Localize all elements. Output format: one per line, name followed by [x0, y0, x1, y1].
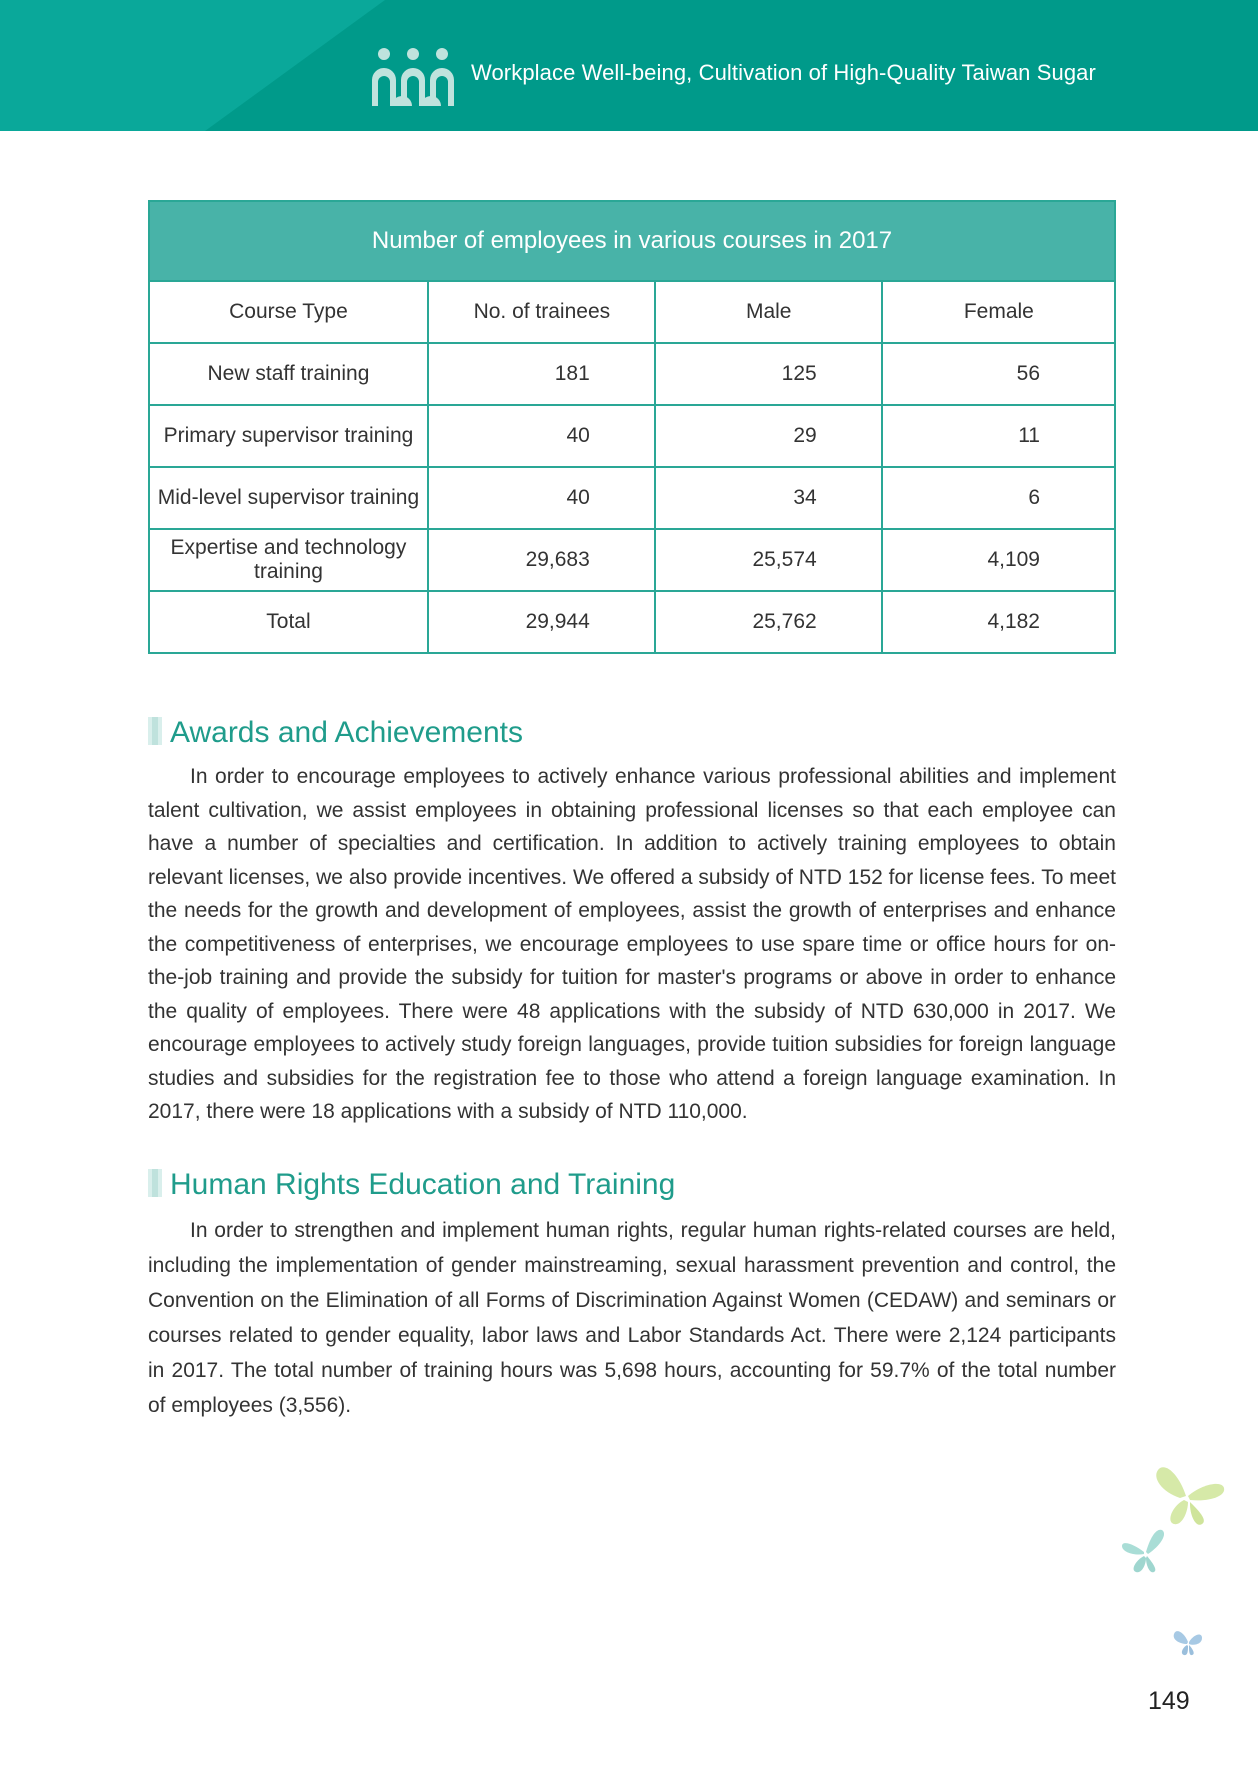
page-header — [0, 0, 1258, 131]
section-body-human-rights: In order to strengthen and implement human rights, regular human rights-related courses are held, including the implementation of gender mainstreaming, sexual harassment prevention and control, the Convention on the Elimination of all Forms of Discrimination Against Women (CEDAW) and seminars or courses related to gender equality, labor laws and Labor Standards Act. There were 2,124 participants in 2017. The total number of training hours was 5,698 hours, accounting for 59.7% of the total number of employees (3,556). — [148, 1219, 1116, 1417]
table-caption: Number of employees in various courses in 2017 — [149, 201, 1115, 281]
butterfly-icon-small — [1172, 1628, 1204, 1656]
table-caption-row — [149, 201, 1115, 281]
trainees-cell: 29,683 — [428, 529, 655, 591]
table-row — [149, 529, 1115, 591]
section-heading-awards — [148, 716, 523, 750]
female-cell: 6 — [882, 467, 1115, 529]
table-row — [149, 467, 1115, 529]
butterfly-icon-large — [1150, 1462, 1226, 1528]
course-type-cell: Total — [149, 591, 428, 653]
female-cell: 4,109 — [882, 529, 1115, 591]
male-cell: 25,574 — [655, 529, 882, 591]
trainees-cell: 40 — [428, 405, 655, 467]
table-row — [149, 343, 1115, 405]
female-cell: 4,182 — [882, 591, 1115, 653]
female-cell: 56 — [882, 343, 1115, 405]
trainees-cell: 181 — [428, 343, 655, 405]
column-header-trainees: No. of trainees — [428, 281, 655, 343]
male-cell: 29 — [655, 405, 882, 467]
section-body-awards: In order to encourage employees to actively enhance various professional abilities and implement talent cultivation, we assist employees in obtaining professional licenses so that each employee can have a number of specialties and certification. In addition to actively training employees to obtain relevant licenses, we also provide incentives. We offered a subsidy of NTD 152 for license fees. To meet the needs for the growth and development of employees, assist the growth of enterprises and enhance the competitiveness of enterprises, we encourage employees to use spare time or office hours for on-the-job training and provide the subsidy for tuition for master's programs or above in order to enhance the quality of employees. There were 48 applications with the subsidy of NTD 630,000 in 2017. We encourage employees to actively study foreign languages, provide tuition subsidies for foreign language studies and subsidies for the registration fee to those who attend a foreign language examination. In 2017, there were 18 applications with a subsidy of NTD 110,000. — [148, 765, 1116, 1123]
table-row — [149, 405, 1115, 467]
section-heading-human-rights — [148, 1168, 675, 1202]
table-row-total — [149, 591, 1115, 653]
section-heading-text: Human Rights Education and Training — [170, 1168, 676, 1201]
trainees-cell: 40 — [428, 467, 655, 529]
male-cell: 125 — [655, 343, 882, 405]
course-type-cell: Expertise and technology training — [149, 529, 428, 591]
course-type-cell: Primary supervisor training — [149, 405, 428, 467]
header-title: Workplace Well-being, Cultivation of High-Quality Taiwan Sugar — [471, 60, 1096, 85]
female-cell: 11 — [882, 405, 1115, 467]
courses-table — [148, 200, 1116, 654]
course-type-cell: New staff training — [149, 343, 428, 405]
trainees-cell: 29,944 — [428, 591, 655, 653]
course-type-cell: Mid-level supervisor training — [149, 467, 428, 529]
male-cell: 34 — [655, 467, 882, 529]
page-number: 149 — [1148, 1687, 1190, 1715]
column-header-male: Male — [655, 281, 882, 343]
column-header-female: Female — [882, 281, 1115, 343]
butterfly-icon-medium — [1120, 1526, 1170, 1576]
table-header-row — [149, 281, 1115, 343]
column-header-course-type: Course Type — [149, 281, 428, 343]
male-cell: 25,762 — [655, 591, 882, 653]
section-heading-text: Awards and Achievements — [170, 716, 523, 749]
heading-marker-icon — [148, 1169, 162, 1197]
heading-marker-icon — [148, 717, 162, 745]
people-group-icon — [370, 46, 456, 110]
